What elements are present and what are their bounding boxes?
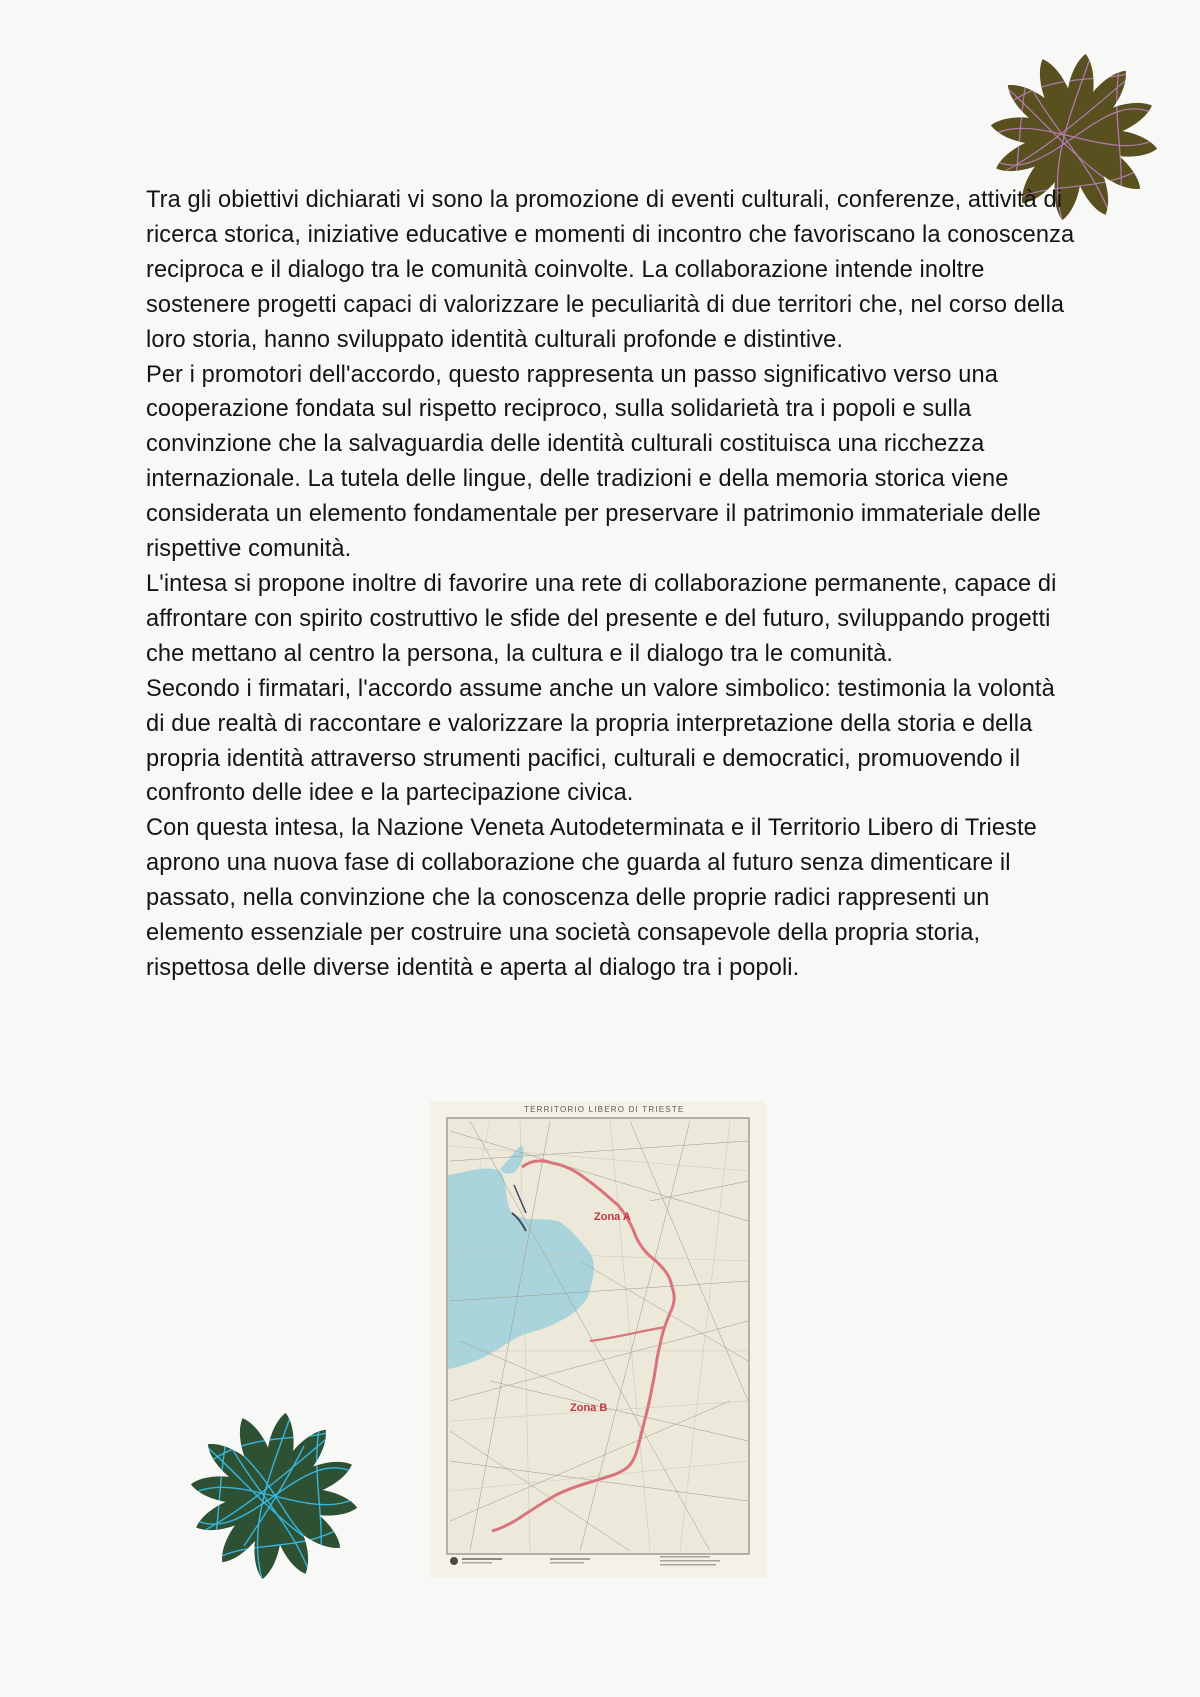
zone-a-label: Zona A: [594, 1211, 631, 1223]
paragraph-5: Con questa intesa, la Nazione Veneta Autodeterminata e il Territorio Libero di Trieste aprono una nuova fase di collaborazione che guarda al futuro senza dimenticare il passato, nella convinzione che la conoscenza delle proprie radici rappresenti un elemento essenziale per costruire una società consapevole della propria storia, rispettosa delle diverse identità e aperta al dialogo tra i popoli.: [146, 815, 1037, 981]
paragraph-1: Tra gli obiettivi dichiarati vi sono la promozione di eventi culturali, conferenze, attività di ricerca storica, iniziative educative e momenti di incontro che favoriscano la conoscenza reciproca e il dialogo tra le comunità coinvolte. La collaborazione intende inoltre sostenere progetti capaci di valorizzare le peculiarità di due territori che, nel corso della loro storia, hanno sviluppato identità culturali profonde e distintive.: [146, 187, 1075, 353]
paragraph-3: L'intesa si propone inoltre di favorire una rete di collaborazione permanente, capace di affrontare con spirito costruttivo le sfide del presente e del futuro, sviluppando progetti che mettano al centro la persona, la cultura e il dialogo tra le comunità.: [146, 570, 1057, 667]
paragraph-4: Secondo i firmatari, l'accordo assume anche un valore simbolico: testimonia la volontà di due realtà di raccontare e valorizzare la propria interpretazione della storia e della propria identità attraverso strumenti pacifici, culturali e democratici, promuovendo il confronto delle idee e la partecipazione civica.: [146, 675, 1055, 807]
map-title: TERRITORIO LIBERO DI TRIESTE: [524, 1105, 685, 1114]
trieste-map-image: [430, 1101, 766, 1578]
paragraph-2: Per i promotori dell'accordo, questo rappresenta un passo significativo verso una cooperazione fondata sul rispetto reciproco, sulla solidarietà tra i popoli e sulla convinzione che la salvaguardia delle identità culturali costituisca una ricchezza internazionale. La tutela delle lingue, delle tradizioni e della memoria storica viene considerata un elemento fondamentale per preservare il patrimonio immateriale delle rispettive comunità.: [146, 361, 1041, 563]
article-body: [146, 183, 1076, 986]
crest-icon: [450, 1557, 458, 1565]
zone-b-label: Zona B: [570, 1402, 608, 1414]
flower-green-icon: [188, 1404, 360, 1588]
